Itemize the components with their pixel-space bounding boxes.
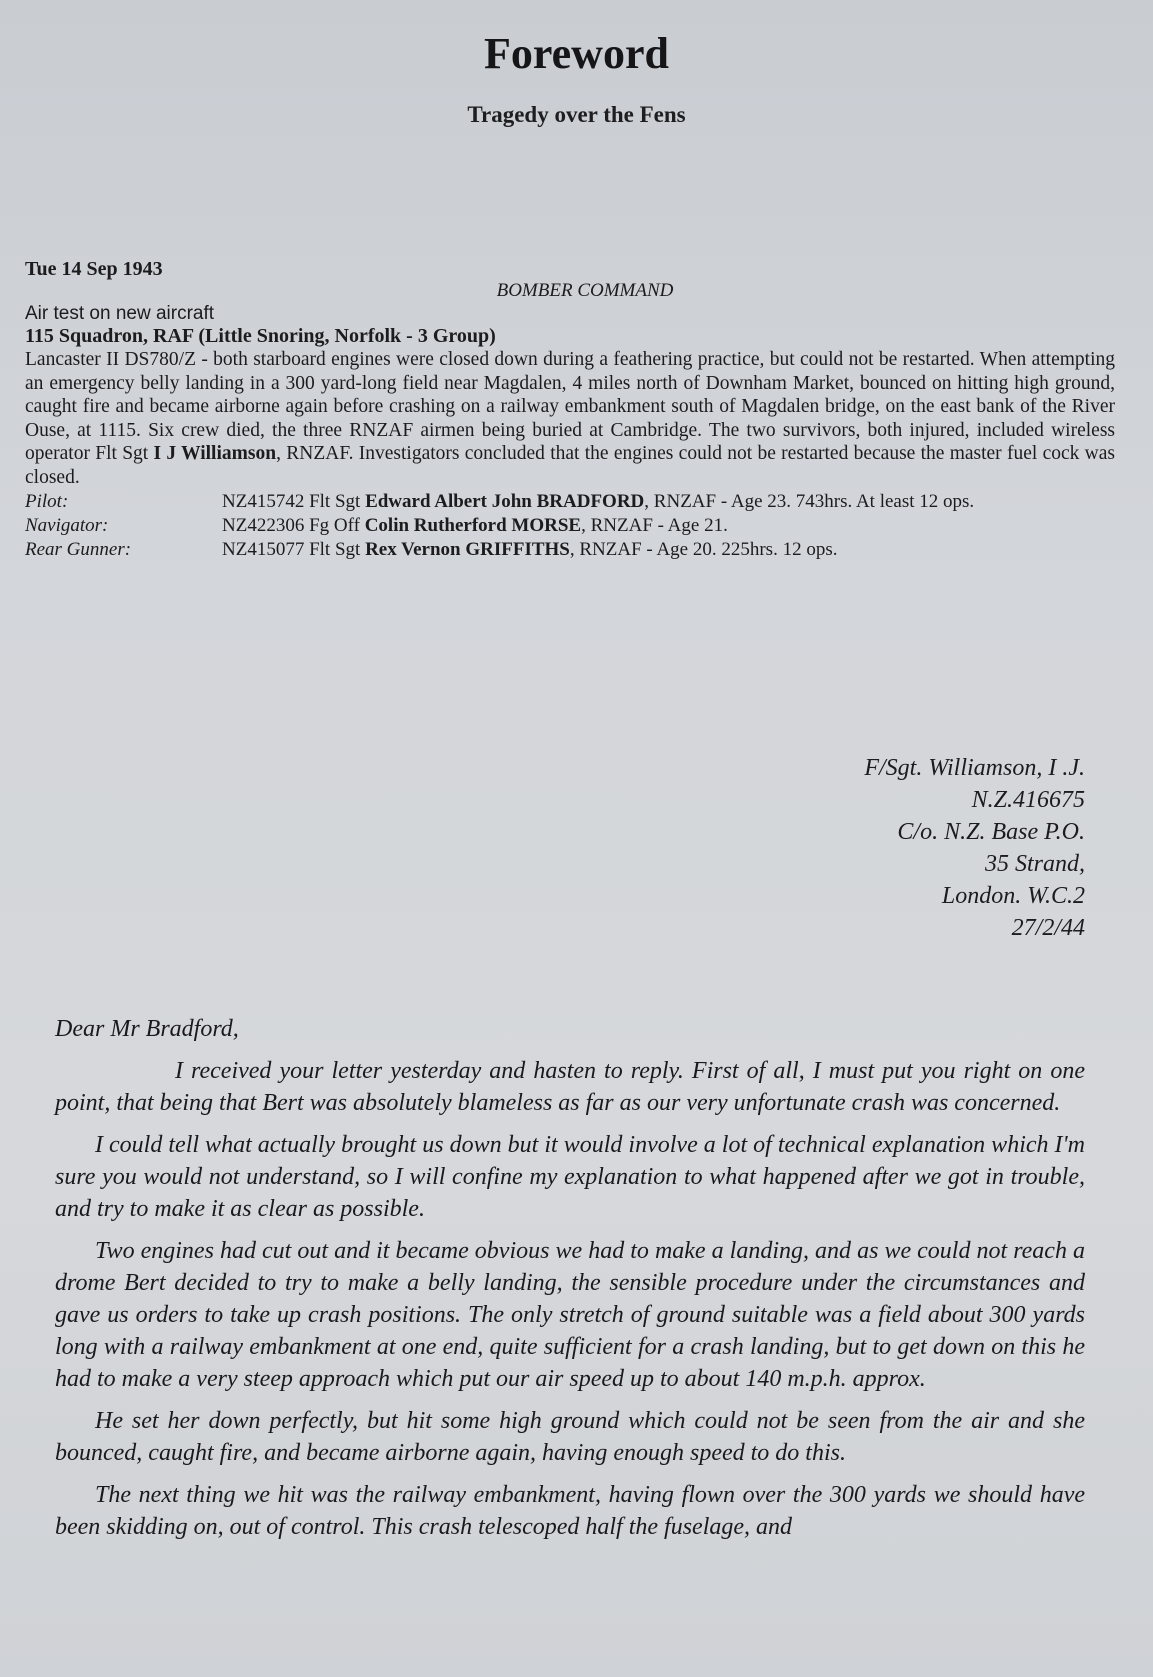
entry-squadron: 115 Squadron, RAF (Little Snoring, Norfolk - 3 Group)	[25, 325, 496, 347]
address-line: C/o. N.Z. Base P.O.	[897, 819, 1085, 845]
description-text: Lancaster II DS780/Z - both starboard engines were closed down during a feathering practice, but could not be restarted. When attempting an emergency belly landing in a 300 yard-long field near Magdalen, 4 miles north of Downham Market, bounced on hitting high ground, caught fire and became airborne again before crashing on a railway embankment south of Magdalen bridge, on the east bank of the River Ouse, at 1115. Six crew died, the three RNZAF airmen being buried at Cambridge. The two survivors, both injured, included wireless operator Flt Sgt	[25, 349, 1115, 464]
entry-mission: Air test on new aircraft	[25, 303, 215, 324]
crew-service-number: NZ415077 Flt Sgt	[222, 539, 366, 560]
crew-name: Edward Albert John BRADFORD	[365, 491, 645, 512]
crew-detail	[222, 490, 974, 513]
page-title: Foreword	[484, 29, 669, 78]
crew-list	[25, 490, 1115, 562]
crew-row	[25, 490, 1115, 514]
crew-notes: , RNZAF - Age 20. 225hrs. 12 ops.	[569, 539, 838, 560]
entry-command: BOMBER COMMAND	[496, 280, 674, 301]
letter-paragraph: He set her down perfectly, but hit some high ground which could not be seen from the air and she bounced, caught fire, and became airborne again, having enough speed to do this.	[55, 1408, 1085, 1466]
crew-detail	[222, 514, 728, 537]
crew-name: Colin Rutherford MORSE	[364, 515, 582, 536]
crew-name: Rex Vernon GRIFFITHS	[365, 539, 570, 560]
letter-paragraph: I received your letter yesterday and hasten to reply. First of all, I must put you right on one point, that being that Bert was absolutely blameless as far as our very unfortunate crash was concerned.	[55, 1058, 1085, 1116]
crew-service-number: NZ415742 Flt Sgt	[222, 491, 366, 512]
letter-salutation: Dear Mr Bradford,	[55, 1016, 239, 1042]
page-subtitle: Tragedy over the Fens	[467, 102, 686, 127]
address-line: F/Sgt. Williamson, I .J.	[864, 755, 1085, 781]
letter-paragraph: Two engines had cut out and it became obvious we had to make a landing, and as we could not reach a drome Bert decided to try to make a belly landing, the sensible procedure under the circumstances and gave us orders to take up crash positions. The only stretch of ground suitable was a field about 300 yards long with a railway embankment at one end, quite sufficient for a crash landing, but to get down on this he had to make a very steep approach which put our air speed up to about 140 m.p.h. approx.	[55, 1238, 1085, 1392]
crew-row	[25, 514, 1115, 538]
entry-description	[25, 348, 1115, 489]
letter-date: 27/2/44	[1011, 915, 1085, 941]
survivor-name: I J Williamson	[153, 443, 277, 464]
letter-body	[55, 1013, 1085, 1553]
crew-row	[25, 538, 1115, 562]
casualty-entry	[25, 258, 1115, 562]
crew-role: Pilot:	[25, 491, 69, 512]
address-line: 35 Strand,	[984, 851, 1085, 877]
letter-paragraph: The next thing we hit was the railway embankment, having flown over the 300 yards we should have been skidding on, out of control. This crash telescoped half the fuselage, and	[55, 1482, 1085, 1540]
crew-role: Rear Gunner:	[25, 539, 132, 560]
sender-address	[685, 752, 1085, 944]
crew-service-number: NZ422306 Fg Off	[222, 515, 365, 536]
address-line: N.Z.416675	[971, 787, 1085, 813]
entry-date: Tue 14 Sep 1943	[25, 258, 163, 280]
crew-role: Navigator:	[25, 515, 109, 536]
crew-notes: , RNZAF - Age 23. 743hrs. At least 12 ops.	[644, 491, 975, 512]
crew-notes: , RNZAF - Age 21.	[581, 515, 728, 536]
address-line: London. W.C.2	[941, 883, 1085, 909]
crew-detail	[222, 538, 837, 561]
letter-paragraph: I could tell what actually brought us down but it would involve a lot of technical explanation which I'm sure you would not understand, so I will confine my explanation to what happened after we got in trouble, and try to make it as clear as possible.	[55, 1132, 1085, 1222]
description-text-end: , RNZAF. Investigators concluded that the engines could not be restarted because the master fuel cock was closed.	[25, 443, 1115, 488]
